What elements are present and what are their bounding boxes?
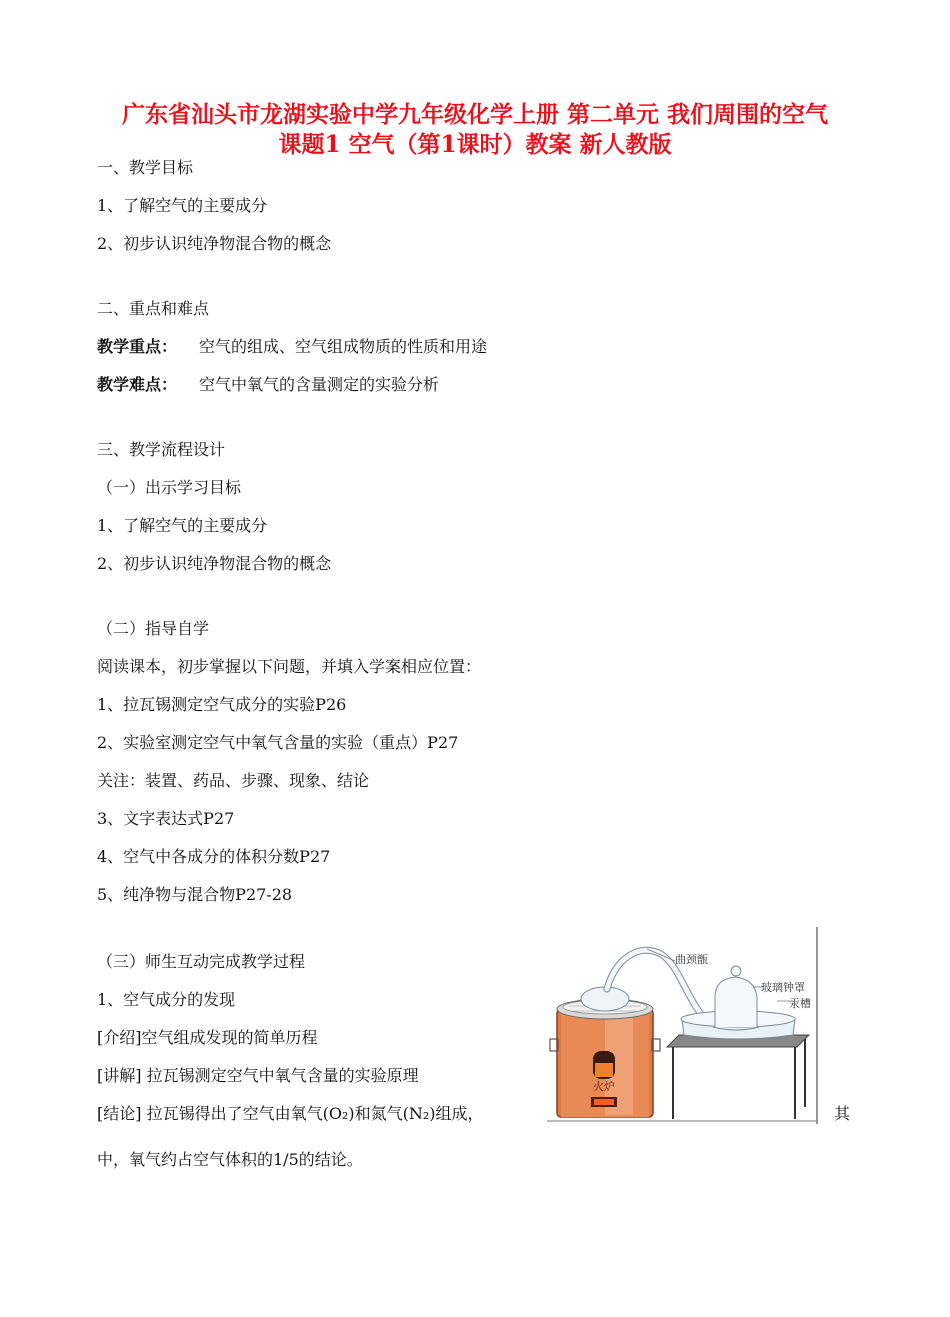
difficulty-row xyxy=(97,375,439,395)
objective-item-1: 1、了解空气的主要成分 xyxy=(97,196,268,215)
retort-label: 曲颈甑 xyxy=(675,953,708,966)
self-study-item: 2、实验室测定空气中氧气含量的实验（重点）P27 xyxy=(97,733,459,752)
goal-item-2: 2、初步认识纯净物混合物的概念 xyxy=(97,554,332,573)
self-study-intro: 阅读课本，初步掌握以下问题，并填入学案相应位置： xyxy=(97,657,482,676)
subsection-heading-3: （三）师生互动完成教学过程 xyxy=(97,952,306,971)
conclusion-continuation: 中，氧气约占空气体积的1/5的结论。 xyxy=(97,1150,363,1169)
furnace xyxy=(550,999,660,1117)
document-title-line-2: 课题1 空气（第1课时）教案 新人教版 xyxy=(278,131,672,158)
document-title-line-1: 广东省汕头市龙湖实验中学九年级化学上册 第二单元 我们周围的空气 xyxy=(121,101,828,128)
lavoisier-apparatus-figure xyxy=(547,927,822,1124)
interaction-item: [介绍]空气组成发现的简单历程 xyxy=(97,1028,318,1047)
self-study-item: 关注：装置、药品、步骤、现象、结论 xyxy=(97,771,370,790)
objective-item-2: 2、初步认识纯净物混合物的概念 xyxy=(97,234,332,253)
goal-item-1: 1、了解空气的主要成分 xyxy=(97,516,268,535)
self-study-item: 5、纯净物与混合物P27-28 xyxy=(97,885,293,904)
key-point-row xyxy=(97,337,487,357)
conclusion-line: [结论] 拉瓦锡得出了空气由氧气(O₂)和氮气(N₂)组成， xyxy=(97,1104,484,1123)
section-heading-key-points: 二、重点和难点 xyxy=(97,299,210,318)
self-study-item: 1、拉瓦锡测定空气成分的实验P26 xyxy=(97,695,347,714)
bell-jar-label: 玻璃钟罩 xyxy=(761,981,805,994)
self-study-item: 4、空气中各成分的体积分数P27 xyxy=(97,847,331,866)
difficulty-text: 空气中氧气的含量测定的实验分析 xyxy=(199,375,440,394)
subsection-heading-1: （一）出示学习目标 xyxy=(97,478,242,497)
section-heading-flow: 三、教学流程设计 xyxy=(97,440,226,459)
difficulty-label: 教学难点： xyxy=(97,375,178,394)
trough-label: 汞槽 xyxy=(789,997,811,1010)
furnace-label: 火炉 xyxy=(593,1080,615,1093)
subsection-heading-2: （二）指导自学 xyxy=(97,619,210,638)
section-heading-objectives: 一、教学目标 xyxy=(97,158,194,177)
self-study-item: 3、文字表达式P27 xyxy=(97,809,235,828)
interaction-item: 1、空气成分的发现 xyxy=(97,990,236,1009)
key-point-label: 教学重点： xyxy=(97,337,178,356)
key-point-text: 空气的组成、空气组成物质的性质和用途 xyxy=(199,337,488,356)
interaction-item: [讲解] 拉瓦锡测定空气中氧气含量的实验原理 xyxy=(97,1066,419,1085)
conclusion-line-end: 其 xyxy=(834,1104,851,1123)
